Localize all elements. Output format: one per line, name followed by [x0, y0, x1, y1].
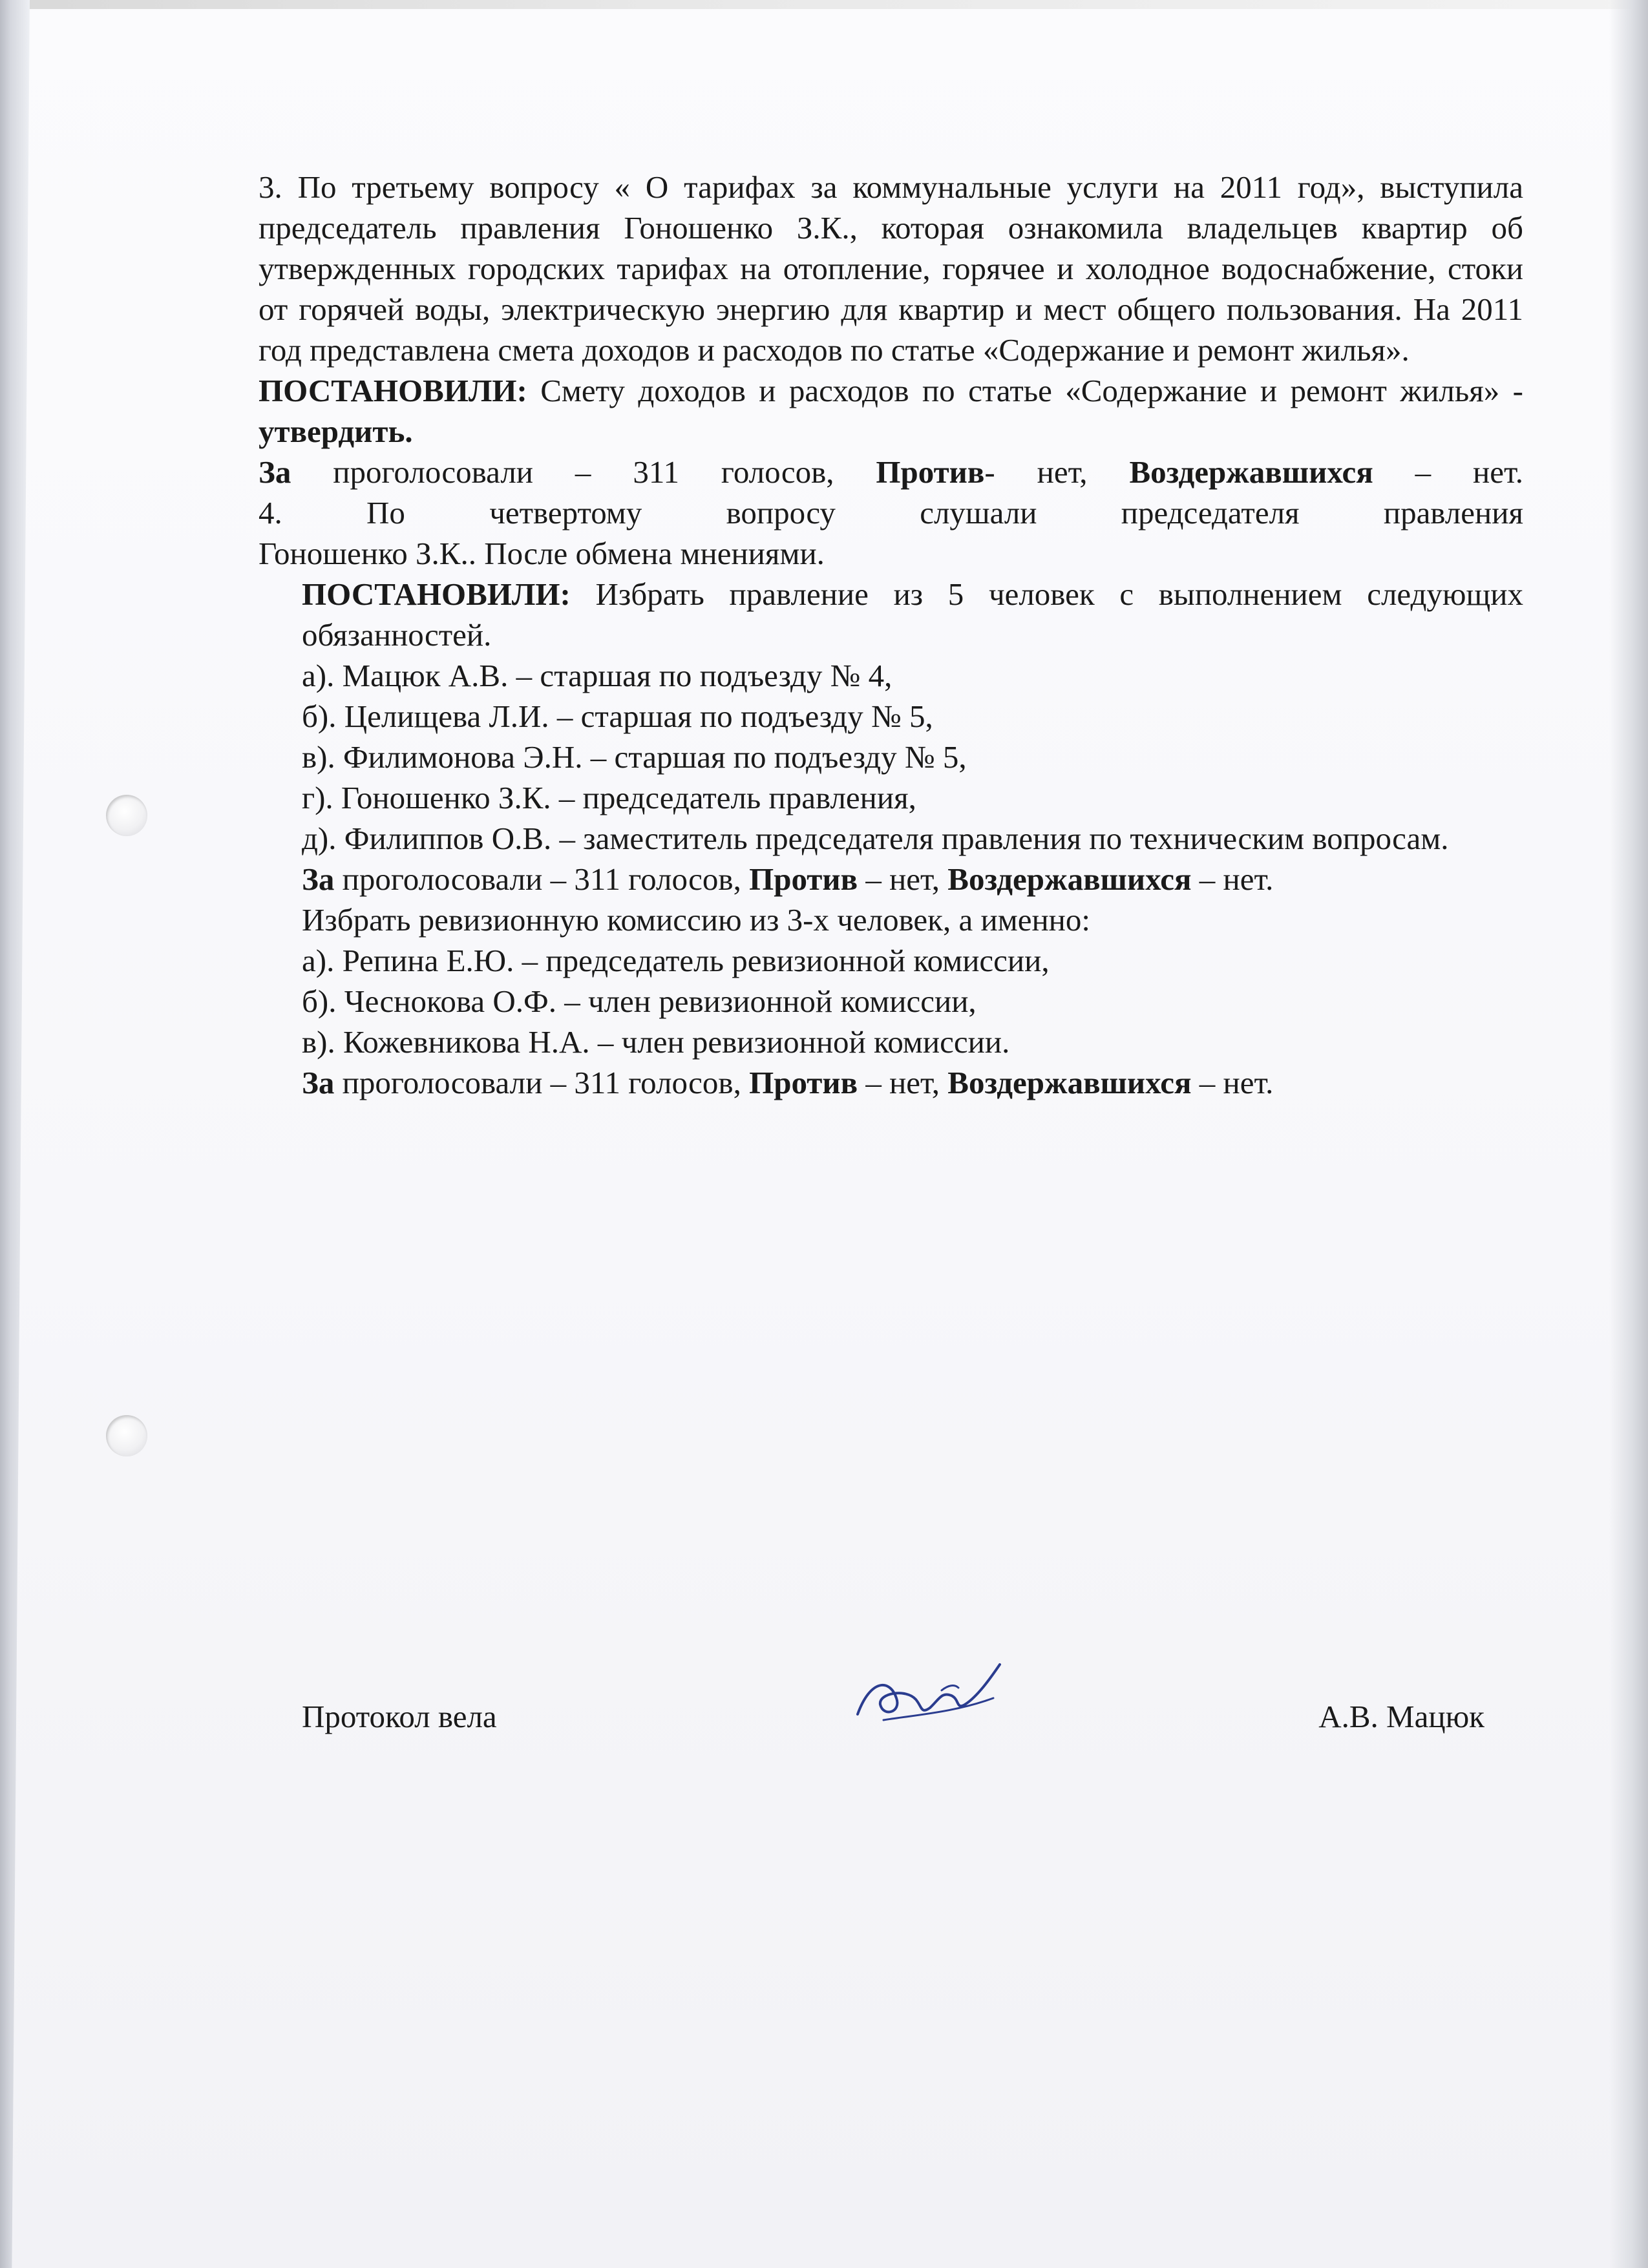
- vote-text: проголосовали – 311 голосов,: [334, 861, 750, 897]
- vote-text: – нет.: [1191, 861, 1274, 897]
- scan-edge-left: [0, 0, 30, 2268]
- audit-member-3: в). Кожевникова Н.А. – член ревизионной комиссии.: [302, 1024, 1010, 1060]
- signature-block: [302, 1698, 1484, 1750]
- paragraph-question-3: 3. По третьему вопросу « О тарифах за коммунальные услуги на 2011 год», выступила председатель правления Гоношенко З.К., которая ознакомила владельцев квартир об утвержденных городских тарифах на отопление, горячее и холодное водоснабжение, стоки от горячей воды, электрическую энергию для квартир и мест общего пользования. На 2011 год представлена смета доходов и расходов по статье «Содержание и ремонт жилья».: [259, 169, 1523, 368]
- vote-result-2: [259, 859, 1523, 899]
- vote-for-label: За: [259, 454, 291, 490]
- board-member-5: д). Филиппов О.В. – заместитель председателя правления по техническим вопросам.: [302, 821, 1449, 856]
- board-member-2: б). Целищева Л.И. – старшая по подъезду № 5,: [302, 698, 933, 734]
- vote-for-label: За: [302, 861, 335, 897]
- decision-label: ПОСТАНОВИЛИ:: [302, 576, 571, 612]
- paragraph-question-4-line1: 4. По четвертому вопросу слушали председателя правления: [259, 495, 1523, 530]
- decision-question-3: [259, 370, 1523, 452]
- vote-against-label: Против: [749, 1065, 858, 1100]
- vote-abstain-label: Воздержавшихся: [947, 1065, 1192, 1100]
- vote-result-1: [259, 452, 1523, 492]
- signature-label: Протокол вела: [302, 1699, 497, 1734]
- vote-text: – нет.: [1191, 1065, 1274, 1100]
- decision-verb: утвердить.: [259, 414, 413, 449]
- board-member-4: г). Гоношенко З.К. – председатель правления,: [302, 780, 916, 815]
- vote-text: проголосовали – 311 голосов,: [291, 454, 876, 490]
- vote-against-label: Против: [749, 861, 858, 897]
- vote-abstain-label: Воздержавшихся: [1129, 454, 1373, 490]
- decision-label: ПОСТАНОВИЛИ:: [259, 373, 527, 408]
- decision-text: Смету доходов и расходов по статье «Содержание и ремонт жилья» -: [527, 373, 1523, 408]
- vote-against-label: Против: [876, 454, 985, 490]
- vote-text: – нет.: [1373, 454, 1523, 490]
- vote-result-3: [259, 1062, 1523, 1103]
- vote-text: – нет,: [858, 861, 948, 897]
- audit-member-1: а). Репина Е.Ю. – председатель ревизионной комиссии,: [302, 943, 1050, 978]
- audit-member-2: б). Чеснокова О.Ф. – член ревизионной комиссии,: [302, 983, 977, 1019]
- signature-name: А.В. Мацюк: [1318, 1699, 1484, 1734]
- scan-edge-right: [1609, 0, 1648, 2268]
- board-member-3: в). Филимонова Э.Н. – старшая по подъезду № 5,: [302, 739, 967, 775]
- decision-text: Избрать правление из 5 человек с выполнением следующих обязанностей.: [302, 576, 1523, 653]
- vote-text: проголосовали – 311 голосов,: [334, 1065, 750, 1100]
- audit-intro: Избрать ревизионную комиссию из 3-х человек, а именно:: [302, 902, 1091, 938]
- board-member-1: а). Мацюк А.В. – старшая по подъезду № 4,: [302, 658, 893, 693]
- paragraph-question-4-line2: Гоношенко З.К.. После обмена мнениями.: [259, 536, 825, 571]
- vote-text: – нет,: [858, 1065, 948, 1100]
- punch-hole-top: [106, 795, 147, 836]
- handwritten-signature: [845, 1653, 1013, 1737]
- vote-for-label: За: [302, 1065, 335, 1100]
- vote-text: - нет,: [984, 454, 1130, 490]
- vote-abstain-label: Воздержавшихся: [947, 861, 1192, 897]
- scan-edge-top: [0, 0, 1648, 9]
- decision-question-4: [259, 574, 1523, 655]
- punch-hole-bottom: [106, 1415, 147, 1456]
- document-body: [259, 167, 1523, 1103]
